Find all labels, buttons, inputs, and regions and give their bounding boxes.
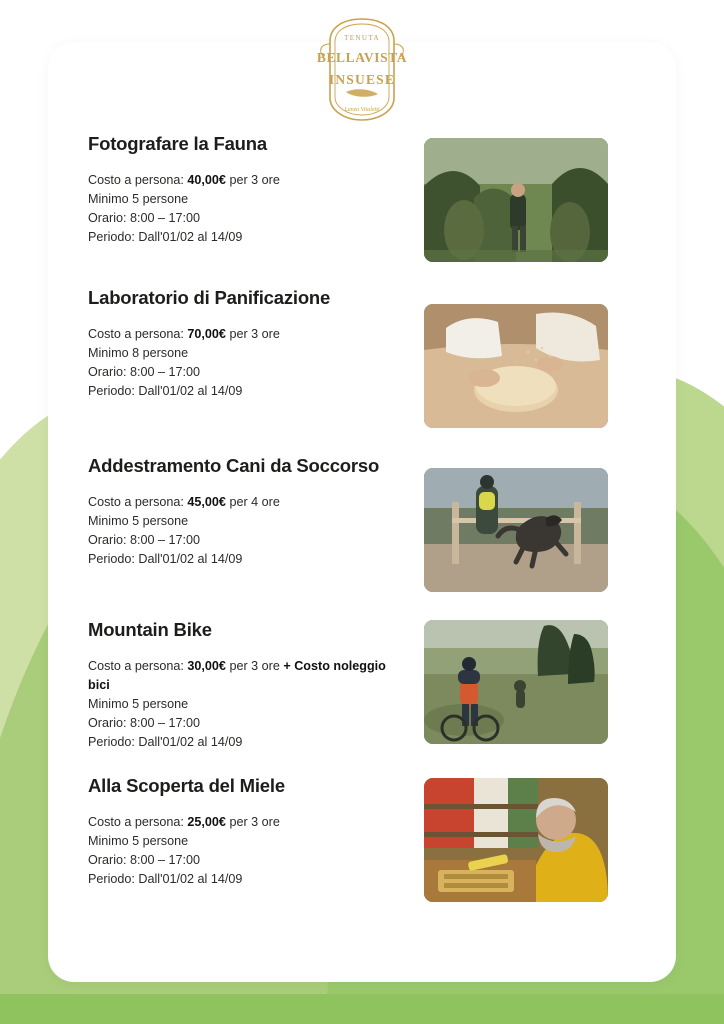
photo-alla-scoperta-del-miele [424, 778, 608, 902]
activity-min-people: Minimo 5 persone [88, 696, 189, 711]
activity-cost-value: 40,00€ [187, 172, 226, 187]
activity-cost-prefix: Costo a persona: [88, 172, 188, 187]
activity-cost-prefix: Costo a persona: [88, 658, 188, 673]
hill-baseline [0, 994, 724, 1024]
activity-title: Mountain Bike [88, 619, 212, 640]
activity-period: Periodo: Dall'01/02 al 14/09 [88, 229, 243, 244]
photo-laboratorio-di-panificazione [424, 304, 608, 428]
activity-item [88, 286, 608, 448]
activity-hours: Orario: 8:00 – 17:00 [88, 715, 201, 730]
svg-text:INSUESE: INSUESE [328, 72, 396, 87]
photo-fotografare-la-fauna [424, 138, 608, 262]
activity-cost-extra: + Costo noleggio bici [88, 658, 386, 692]
activity-cost-suffix: per 3 ore [225, 814, 280, 829]
activity-title: Alla Scoperta del Miele [88, 775, 285, 796]
activity-min-people: Minimo 5 persone [88, 513, 189, 528]
activity-item [88, 132, 608, 280]
activity-period: Periodo: Dall'01/02 al 14/09 [88, 734, 243, 749]
activity-cost [88, 657, 388, 695]
activity-cost-suffix: per 3 ore [225, 172, 280, 187]
activity-cost-value: 45,00€ [187, 494, 226, 509]
activity-period: Periodo: Dall'01/02 al 14/09 [88, 551, 243, 566]
activity-hours: Orario: 8:00 – 17:00 [88, 852, 201, 867]
activity-cost [88, 325, 388, 344]
activity-min-people: Minimo 5 persone [88, 191, 189, 206]
activity-title: Addestramento Cani da Soccorso [88, 455, 380, 476]
activity-text-block [88, 618, 388, 751]
activity-hours: Orario: 8:00 – 17:00 [88, 532, 201, 547]
activity-hours: Orario: 8:00 – 17:00 [88, 364, 201, 379]
activity-cost-suffix: per 3 ore [225, 326, 280, 341]
activity-cost-suffix: per 4 ore [225, 494, 280, 509]
activity-period: Periodo: Dall'01/02 al 14/09 [88, 383, 243, 398]
svg-text:BELLAVISTA: BELLAVISTA [316, 50, 408, 65]
activity-cost-value: 30,00€ [187, 658, 226, 673]
activity-text-block [88, 454, 388, 569]
activity-item [88, 774, 608, 924]
activities-list [88, 132, 608, 930]
activity-hours: Orario: 8:00 – 17:00 [88, 210, 201, 225]
activity-text-block [88, 774, 388, 889]
activity-period: Periodo: Dall'01/02 al 14/09 [88, 871, 243, 886]
activity-text-block [88, 286, 388, 401]
activity-min-people: Minimo 5 persone [88, 833, 189, 848]
svg-text:Lanza Vitaletti: Lanza Vitaletti [344, 107, 380, 113]
activity-title: Laboratorio di Panificazione [88, 287, 331, 308]
activity-cost-prefix: Costo a persona: [88, 326, 188, 341]
activity-cost [88, 813, 388, 832]
activity-item [88, 454, 608, 612]
activity-cost-prefix: Costo a persona: [88, 494, 188, 509]
activity-cost-value: 25,00€ [187, 814, 226, 829]
activity-cost-suffix: per 3 ore [225, 658, 284, 673]
activity-min-people: Minimo 8 persone [88, 345, 189, 360]
brand-logo [296, 14, 428, 126]
activity-title: Fotografare la Fauna [88, 133, 267, 154]
activity-cost-value: 70,00€ [187, 326, 226, 341]
photo-addestramento-cani-da-soccorso [424, 468, 608, 592]
svg-text:TENUTA: TENUTA [344, 34, 380, 42]
activity-cost-prefix: Costo a persona: [88, 814, 188, 829]
activity-cost [88, 171, 388, 190]
activity-item [88, 618, 608, 768]
activity-cost [88, 493, 388, 512]
photo-mountain-bike [424, 620, 608, 744]
activity-text-block [88, 132, 388, 247]
